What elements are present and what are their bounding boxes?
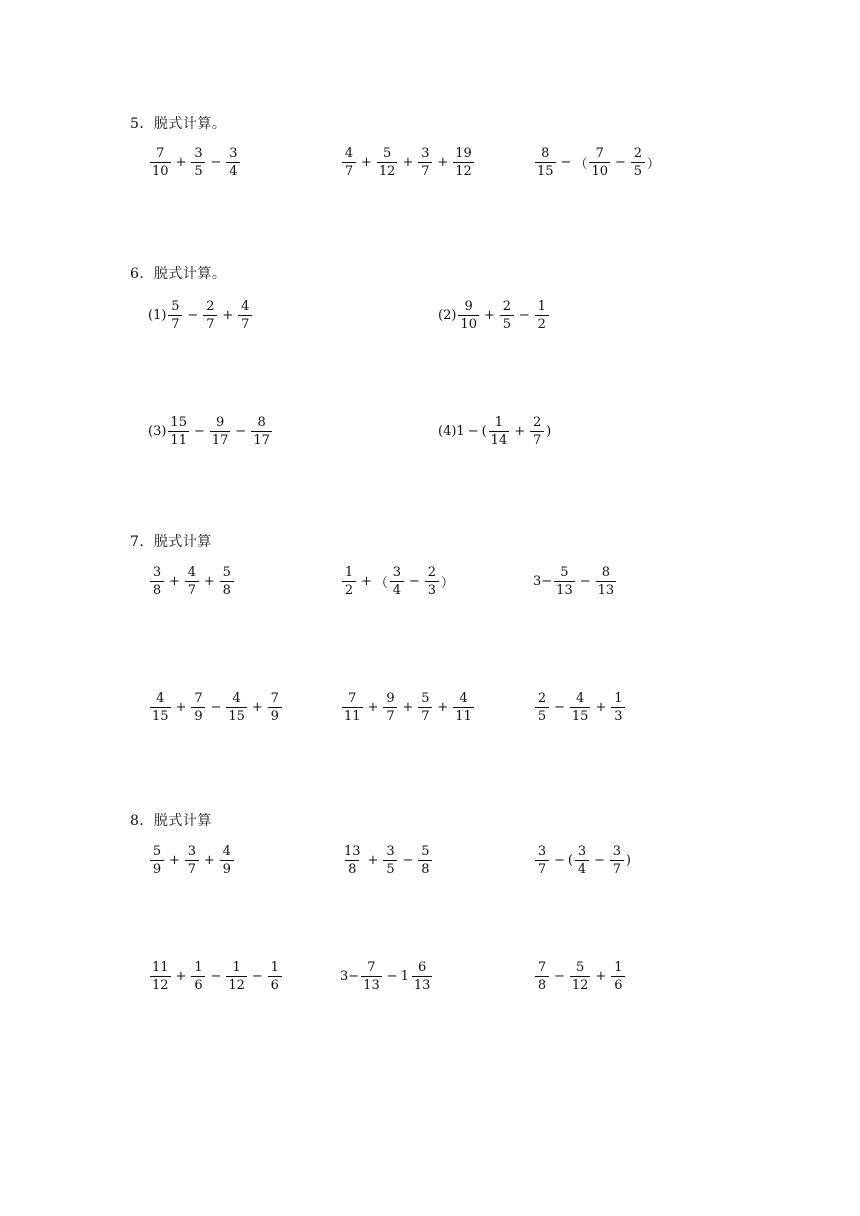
numerator: 19 bbox=[455, 146, 472, 161]
section-8-heading: 8．脱式计算 bbox=[130, 813, 212, 829]
numerator: 2 bbox=[633, 146, 643, 161]
denominator: 8 bbox=[535, 976, 549, 992]
text: （ bbox=[574, 157, 588, 172]
denominator: 9 bbox=[150, 860, 164, 876]
text: （ bbox=[374, 576, 388, 591]
operator: + bbox=[175, 155, 187, 170]
fraction bbox=[377, 147, 398, 178]
denominator: 4 bbox=[226, 162, 240, 178]
text: ) bbox=[546, 424, 552, 439]
fraction bbox=[453, 692, 474, 723]
denominator: 7 bbox=[530, 431, 544, 447]
numerator: 1 bbox=[344, 565, 354, 580]
operator: − bbox=[593, 853, 605, 868]
numerator: 5 bbox=[383, 146, 392, 161]
numerator: 2 bbox=[537, 691, 547, 706]
text: ） bbox=[646, 157, 660, 172]
problem bbox=[533, 692, 627, 723]
denominator: 7 bbox=[342, 162, 356, 178]
numerator: 2 bbox=[427, 565, 436, 580]
denominator: 9 bbox=[191, 707, 205, 723]
problem bbox=[148, 961, 284, 992]
denominator: 4 bbox=[575, 860, 589, 876]
text: (4)1 bbox=[438, 424, 465, 439]
numerator: 2 bbox=[502, 299, 512, 314]
numerator: 3 bbox=[421, 146, 430, 161]
numerator: 15 bbox=[170, 415, 187, 430]
fraction bbox=[342, 692, 363, 723]
operator: − bbox=[518, 308, 530, 323]
fraction bbox=[535, 300, 549, 331]
problem bbox=[340, 845, 434, 876]
denominator: 5 bbox=[631, 162, 645, 178]
numerator: 3 bbox=[392, 565, 402, 580]
fraction bbox=[418, 845, 432, 876]
numerator: 3 bbox=[537, 844, 547, 859]
numerator: 5 bbox=[576, 960, 585, 975]
operator: − bbox=[615, 155, 626, 170]
fraction bbox=[390, 566, 404, 597]
operator: − bbox=[187, 308, 199, 323]
fraction bbox=[342, 845, 363, 876]
numerator: 8 bbox=[601, 565, 611, 580]
problem bbox=[340, 147, 476, 178]
fraction bbox=[191, 692, 205, 723]
denominator: 12 bbox=[455, 164, 472, 179]
numerator: 5 bbox=[560, 565, 569, 580]
fraction bbox=[168, 416, 189, 447]
operator: + bbox=[361, 574, 372, 589]
denominator: 7 bbox=[185, 860, 199, 876]
fraction bbox=[226, 147, 240, 178]
numerator: 4 bbox=[156, 691, 165, 706]
fraction bbox=[610, 845, 624, 876]
denominator: 2 bbox=[535, 315, 549, 331]
numerator: 9 bbox=[464, 299, 473, 314]
numerator: 1 bbox=[537, 299, 546, 314]
operator: − bbox=[467, 424, 479, 439]
fraction bbox=[535, 147, 556, 178]
fraction bbox=[150, 147, 171, 178]
numerator: 1 bbox=[494, 415, 504, 430]
operator: − bbox=[193, 424, 205, 439]
fraction bbox=[611, 961, 625, 992]
denominator: 13 bbox=[413, 978, 431, 993]
text: 3− bbox=[533, 574, 553, 589]
numerator: 3 bbox=[577, 844, 587, 859]
text: (2) bbox=[438, 308, 457, 323]
text: 3− bbox=[340, 969, 360, 984]
denominator: 7 bbox=[168, 315, 182, 331]
operator: + bbox=[169, 574, 180, 589]
operator: + bbox=[361, 155, 372, 170]
numerator: 3 bbox=[194, 146, 203, 161]
fraction bbox=[191, 961, 205, 992]
numerator: 1 bbox=[614, 691, 623, 706]
fraction bbox=[238, 300, 252, 331]
operator: + bbox=[402, 700, 414, 715]
fraction bbox=[342, 566, 356, 597]
denominator: 3 bbox=[425, 581, 439, 597]
numerator: 6 bbox=[418, 960, 427, 975]
problem bbox=[533, 147, 660, 178]
operator: − bbox=[210, 700, 222, 715]
problem bbox=[533, 961, 627, 992]
numerator: 5 bbox=[171, 299, 180, 314]
denominator: 7 bbox=[383, 707, 397, 723]
numerator: 2 bbox=[532, 415, 542, 430]
denominator: 8 bbox=[150, 581, 164, 597]
denominator: 12 bbox=[378, 164, 396, 179]
operator: + bbox=[203, 574, 215, 589]
fraction bbox=[342, 147, 356, 178]
denominator: 5 bbox=[191, 162, 205, 178]
fraction bbox=[570, 961, 591, 992]
denominator: 11 bbox=[455, 709, 472, 724]
problem bbox=[148, 692, 284, 723]
operator: − bbox=[554, 700, 565, 715]
numerator: 4 bbox=[576, 691, 585, 706]
numerator: 13 bbox=[344, 844, 361, 859]
fraction bbox=[631, 147, 645, 178]
numerator: 4 bbox=[459, 691, 468, 706]
denominator: 7 bbox=[418, 162, 432, 178]
fraction bbox=[418, 147, 432, 178]
denominator: 3 bbox=[611, 707, 625, 723]
section-5-heading: 5．脱式计算。 bbox=[130, 116, 227, 132]
denominator: 9 bbox=[220, 860, 234, 876]
denominator: 5 bbox=[535, 707, 549, 723]
numerator: 1 bbox=[232, 960, 241, 975]
fraction bbox=[226, 961, 247, 992]
operator: − bbox=[560, 155, 572, 170]
fraction bbox=[425, 566, 439, 597]
denominator: 10 bbox=[460, 317, 477, 332]
operator: − bbox=[579, 574, 591, 589]
whole-part: 1 bbox=[400, 969, 409, 984]
numerator: 7 bbox=[156, 146, 165, 161]
numerator: 9 bbox=[386, 691, 395, 706]
numerator: 2 bbox=[206, 299, 215, 314]
operator: − bbox=[386, 969, 398, 984]
operator: + bbox=[595, 969, 607, 984]
text: ） bbox=[440, 576, 454, 591]
numerator: 7 bbox=[348, 691, 357, 706]
operator: − bbox=[554, 853, 565, 868]
operator: − bbox=[251, 969, 263, 984]
fraction bbox=[500, 300, 514, 331]
operator: − bbox=[235, 424, 247, 439]
denominator: 7 bbox=[535, 860, 549, 876]
numerator: 3 bbox=[152, 565, 162, 580]
fraction bbox=[185, 845, 199, 876]
problem bbox=[148, 300, 254, 331]
numerator: 1 bbox=[194, 960, 203, 975]
denominator: 8 bbox=[220, 581, 234, 597]
fraction bbox=[210, 416, 231, 447]
fraction bbox=[596, 566, 617, 597]
fraction bbox=[220, 845, 234, 876]
numerator: 8 bbox=[541, 146, 550, 161]
problem bbox=[148, 845, 236, 876]
denominator: 13 bbox=[597, 583, 615, 598]
denominator: 8 bbox=[418, 860, 432, 876]
denominator: 2 bbox=[342, 581, 356, 597]
operator: + bbox=[595, 700, 607, 715]
problem bbox=[438, 300, 551, 331]
fraction bbox=[383, 845, 397, 876]
operator: − bbox=[408, 574, 420, 589]
operator: + bbox=[175, 700, 187, 715]
fraction bbox=[453, 147, 474, 178]
fraction bbox=[489, 416, 510, 447]
text: (1) bbox=[148, 308, 167, 323]
denominator: 14 bbox=[490, 433, 508, 448]
numerator: 3 bbox=[229, 146, 238, 161]
fraction bbox=[150, 845, 164, 876]
fraction bbox=[535, 845, 549, 876]
section-6-heading: 6．脱式计算。 bbox=[130, 266, 227, 282]
numerator: 7 bbox=[194, 691, 203, 706]
numerator: 3 bbox=[386, 844, 395, 859]
numerator: 7 bbox=[595, 146, 604, 161]
operator: + bbox=[169, 853, 180, 868]
numerator: 7 bbox=[537, 960, 547, 975]
operator: + bbox=[203, 853, 215, 868]
fraction bbox=[361, 961, 382, 992]
problem bbox=[533, 845, 631, 876]
denominator: 15 bbox=[571, 709, 589, 724]
denominator: 7 bbox=[418, 707, 432, 723]
section-7-heading: 7．脱式计算 bbox=[130, 534, 212, 550]
fraction bbox=[150, 692, 171, 723]
operator: + bbox=[514, 424, 526, 439]
operator: + bbox=[483, 308, 495, 323]
numerator: 4 bbox=[222, 844, 231, 859]
numerator: 5 bbox=[222, 565, 231, 580]
fraction bbox=[458, 300, 479, 331]
fraction bbox=[150, 566, 164, 597]
text: (3) bbox=[148, 424, 167, 439]
problem bbox=[340, 692, 476, 723]
fraction bbox=[611, 692, 625, 723]
numerator: 4 bbox=[232, 691, 241, 706]
numerator: 11 bbox=[152, 960, 169, 975]
fraction bbox=[589, 147, 610, 178]
numerator: 7 bbox=[367, 960, 376, 975]
operator: + bbox=[222, 308, 234, 323]
operator: + bbox=[367, 700, 379, 715]
fraction bbox=[575, 845, 589, 876]
numerator: 3 bbox=[612, 844, 622, 859]
numerator: 1 bbox=[270, 960, 279, 975]
denominator: 9 bbox=[268, 707, 282, 723]
denominator: 15 bbox=[537, 164, 554, 179]
denominator: 12 bbox=[152, 978, 169, 993]
denominator: 11 bbox=[344, 709, 361, 724]
denominator: 15 bbox=[152, 709, 169, 724]
fraction bbox=[418, 692, 432, 723]
numerator: 1 bbox=[614, 960, 623, 975]
fraction bbox=[554, 566, 575, 597]
denominator: 10 bbox=[591, 164, 609, 179]
fraction bbox=[168, 300, 182, 331]
operator: + bbox=[437, 155, 449, 170]
denominator: 8 bbox=[345, 860, 359, 876]
numerator: 9 bbox=[216, 415, 225, 430]
denominator: 7 bbox=[185, 581, 199, 597]
denominator: 4 bbox=[390, 581, 404, 597]
operator: − bbox=[554, 969, 565, 984]
denominator: 13 bbox=[556, 583, 573, 598]
fraction bbox=[530, 416, 544, 447]
fraction bbox=[383, 692, 397, 723]
mixed-number bbox=[401, 961, 435, 992]
denominator: 12 bbox=[571, 978, 589, 993]
fraction bbox=[570, 692, 591, 723]
denominator: 15 bbox=[228, 709, 245, 724]
denominator: 12 bbox=[228, 978, 245, 993]
fraction bbox=[191, 147, 205, 178]
numerator: 4 bbox=[344, 146, 354, 161]
numerator: 3 bbox=[187, 844, 197, 859]
fraction bbox=[412, 961, 433, 992]
numerator: 8 bbox=[257, 415, 266, 430]
operator: − bbox=[402, 853, 414, 868]
fraction bbox=[203, 300, 217, 331]
denominator: 17 bbox=[253, 433, 270, 448]
operator: + bbox=[367, 853, 379, 868]
denominator: 11 bbox=[170, 433, 187, 448]
numerator: 5 bbox=[421, 691, 430, 706]
operator: + bbox=[175, 969, 187, 984]
denominator: 7 bbox=[238, 315, 252, 331]
operator: + bbox=[437, 700, 449, 715]
denominator: 5 bbox=[383, 860, 397, 876]
text: ( bbox=[481, 424, 487, 439]
denominator: 7 bbox=[610, 860, 624, 876]
fraction bbox=[150, 961, 171, 992]
fraction bbox=[268, 961, 282, 992]
operator: − bbox=[210, 969, 222, 984]
denominator: 17 bbox=[211, 433, 229, 448]
denominator: 6 bbox=[611, 976, 625, 992]
problem bbox=[533, 566, 618, 597]
numerator: 5 bbox=[421, 844, 430, 859]
fraction bbox=[185, 566, 199, 597]
denominator: 10 bbox=[152, 164, 169, 179]
fraction bbox=[251, 416, 272, 447]
problem bbox=[438, 416, 551, 447]
fraction bbox=[220, 566, 234, 597]
fraction bbox=[535, 961, 549, 992]
operator: + bbox=[402, 155, 414, 170]
fraction bbox=[535, 692, 549, 723]
operator: − bbox=[210, 155, 222, 170]
denominator: 7 bbox=[203, 315, 217, 331]
denominator: 5 bbox=[500, 315, 514, 331]
numerator: 4 bbox=[241, 299, 250, 314]
fraction bbox=[226, 692, 247, 723]
numerator: 5 bbox=[152, 844, 162, 859]
problem bbox=[148, 416, 274, 447]
numerator: 7 bbox=[270, 691, 279, 706]
problem bbox=[340, 566, 454, 597]
denominator: 13 bbox=[363, 978, 380, 993]
denominator: 6 bbox=[268, 976, 282, 992]
fraction bbox=[268, 692, 282, 723]
operator: + bbox=[251, 700, 263, 715]
numerator: 4 bbox=[187, 565, 197, 580]
problem bbox=[148, 566, 236, 597]
text: ( bbox=[567, 853, 573, 868]
denominator: 6 bbox=[191, 976, 205, 992]
problem bbox=[340, 961, 434, 992]
problem bbox=[148, 147, 242, 178]
text: ) bbox=[625, 853, 631, 868]
